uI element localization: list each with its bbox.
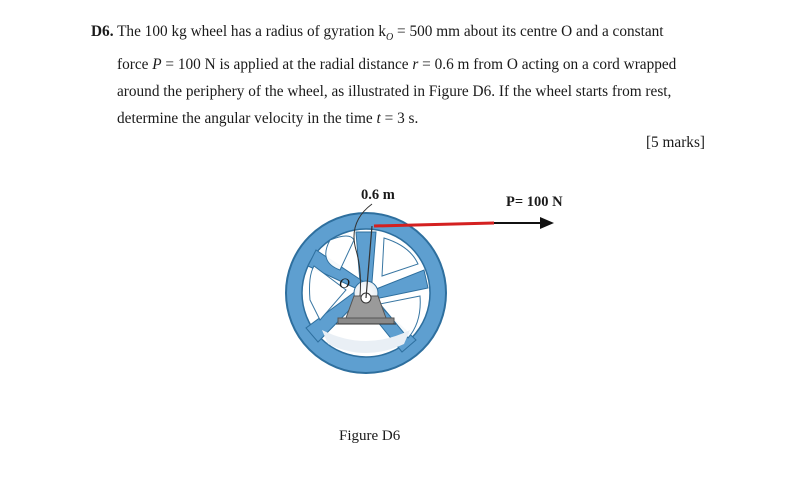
force-label: P= 100 N xyxy=(506,194,563,210)
force-arrowhead xyxy=(540,217,554,229)
marks-label: [5 marks] xyxy=(645,134,705,151)
question-line-2: force P = 100 N is applied at the radial distance r = 0.6 m from O acting on a cord wrapped xyxy=(117,56,677,74)
question-line-3: around the periphery of the wheel, as illustrated in Figure D6. If the wheel starts from rest, xyxy=(117,83,672,101)
question-number: D6. xyxy=(91,23,114,40)
figure-caption: Figure D6 xyxy=(339,428,401,444)
question-line-4: determine the angular velocity in the time t = 3 s. xyxy=(117,110,419,128)
centre-label: O xyxy=(339,276,350,292)
question-line-1: D6. The 100 kg wheel has a radius of gyration $k_O = 500$ mm about its centre O and a constant xyxy=(91,23,664,44)
radius-label: 0.6 m xyxy=(361,187,395,203)
